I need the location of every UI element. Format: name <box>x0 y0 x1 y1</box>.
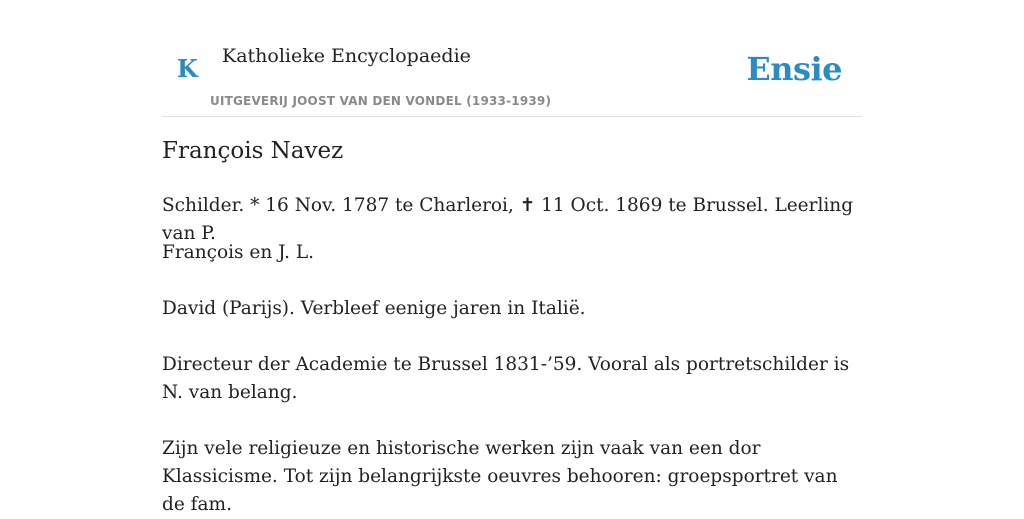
ensie-brand-logo[interactable]: Ensie <box>746 50 842 88</box>
site-logo[interactable]: K <box>177 54 198 83</box>
article-paragraph: Schilder. * 16 Nov. 1787 te Charleroi, ✝ 11 Oct. 1869 te Brussel. Leerling van P. <box>162 195 854 244</box>
article-paragraph: François en J. L. <box>162 242 315 263</box>
site-header <box>162 0 862 117</box>
site-title-link[interactable]: Katholieke Encyclopaedie <box>222 45 471 67</box>
article-title: François Navez <box>162 138 344 164</box>
article-paragraph: Zijn vele religieuze en historische werken zijn vaak van een dor Klassicisme. Tot zijn belangrijkste oeuvres behooren: groepsportret van de fam. <box>162 438 838 515</box>
article-paragraph: David (Parijs). Verbleef eenige jaren in Italië. <box>162 298 586 319</box>
publisher-subtitle: UITGEVERIJ JOOST VAN DEN VONDEL (1933-1939) <box>210 94 552 108</box>
page <box>162 0 862 515</box>
article-paragraph: Directeur der Academie te Brussel 1831-’59. Vooral als portretschilder is N. van belang. <box>162 354 850 403</box>
